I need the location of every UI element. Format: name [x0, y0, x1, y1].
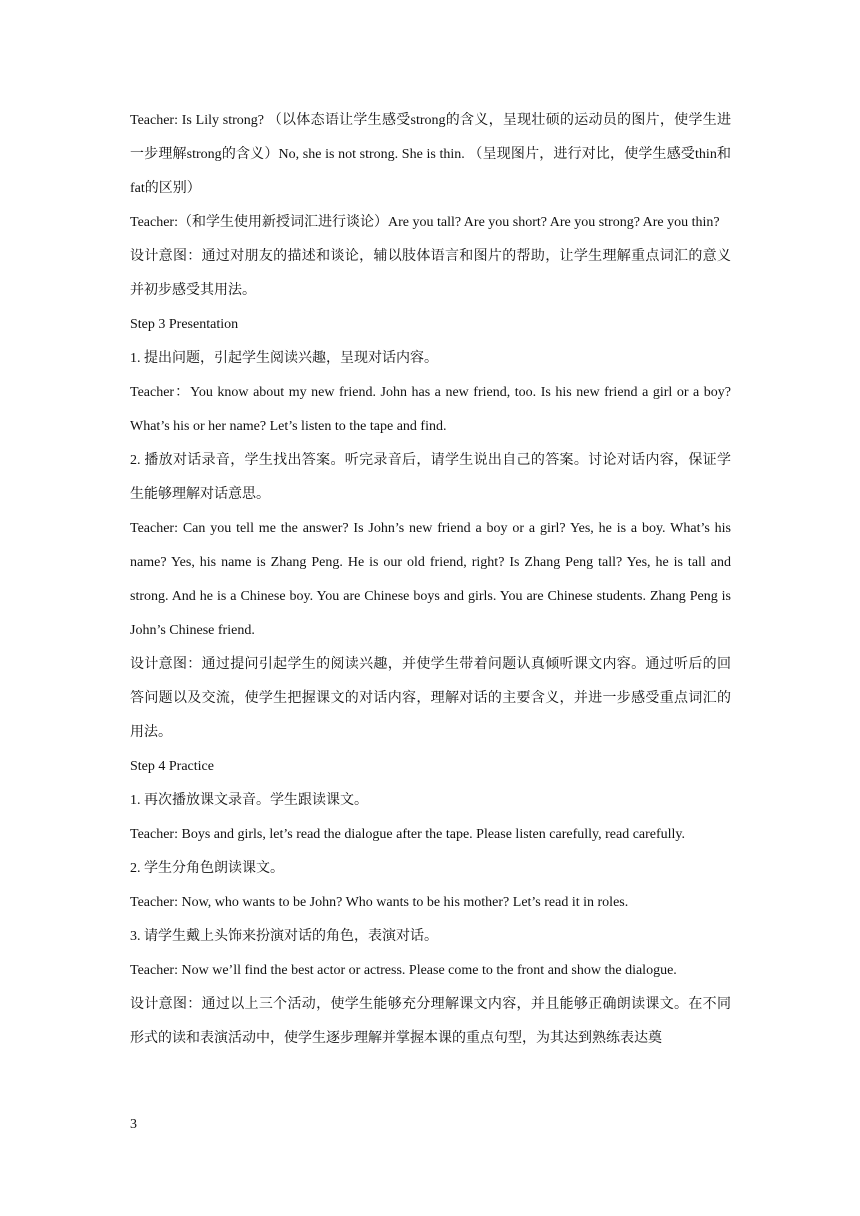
paragraph: Teacher: Now, who wants to be John? Who wants to be his mother? Let’s read it in roles. [130, 895, 629, 910]
paragraph: Teacher:（和学生使用新授词汇进行谈论）Are you tall? Are you short? Are you strong? Are you thin? [130, 215, 720, 230]
paragraph: 设计意图：通过对朋友的描述和谈论，辅以肢体语言和图片的帮助，让学生理解重点词汇的意义并初步感受其用法。 [130, 249, 731, 298]
paragraph: 2. 播放对话录音，学生找出答案。听完录音后，请学生说出自己的答案。讨论对话内容，保证学生能够理解对话意思。 [130, 453, 731, 502]
paragraph: 设计意图：通过以上三个活动，使学生能够充分理解课文内容，并且能够正确朗读课文。在不同形式的读和表演活动中，使学生逐步理解并掌握本课的重点句型，为其达到熟练表达奠 [130, 997, 731, 1046]
section-heading: Step 3 Presentation [130, 317, 239, 332]
document-body [130, 104, 731, 1056]
paragraph: 1. 提出问题，引起学生阅读兴趣，呈现对话内容。 [130, 351, 438, 366]
section-heading: Step 4 Practice [130, 759, 214, 774]
paragraph: Teacher: Is Lily strong? （以体态语让学生感受strong的含义，呈现壮硕的运动员的图片，使学生进一步理解strong的含义）No, she is not strong. She is thin. （呈现图片，进行对比，使学生感受thin和fat的区别） [130, 113, 731, 196]
paragraph: Teacher：You know about my new friend. John has a new friend, too. Is his new friend a girl or a boy? What’s his or her name? Let’s listen to the tape and find. [130, 385, 731, 434]
paragraph: Teacher: Can you tell me the answer? Is John’s new friend a boy or a girl? Yes, he is a boy. What’s his name? Yes, his name is Zhang Peng. He is our old friend, right? Is Zhang Peng tall? Yes, he is tall and strong. And he is a Chinese boy. You are Chinese boys and girls. You are Chinese students. Zhang Peng is John’s Chinese friend. [130, 521, 731, 638]
paragraph: 1. 再次播放课文录音。学生跟读课文。 [130, 793, 368, 808]
paragraph: 3. 请学生戴上头饰来扮演对话的角色，表演对话。 [130, 929, 438, 944]
page-number: 3 [130, 1117, 137, 1132]
paragraph: Teacher: Now we’ll find the best actor or actress. Please come to the front and show the dialogue. [130, 963, 677, 978]
paragraph: Teacher: Boys and girls, let’s read the dialogue after the tape. Please listen carefully, read carefully. [130, 827, 686, 842]
paragraph: 2. 学生分角色朗读课文。 [130, 861, 284, 876]
paragraph: 设计意图：通过提问引起学生的阅读兴趣，并使学生带着问题认真倾听课文内容。通过听后的回答问题以及交流，使学生把握课文的对话内容，理解对话的主要含义，并进一步感受重点词汇的用法。 [130, 657, 731, 740]
